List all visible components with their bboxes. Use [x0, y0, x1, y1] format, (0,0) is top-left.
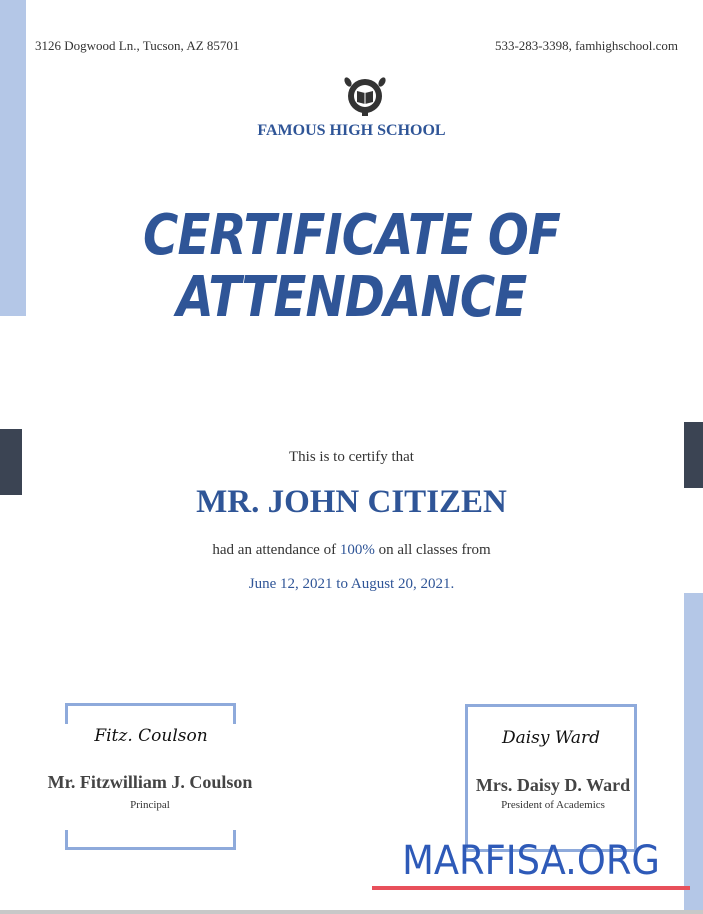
attendance-dates: June 12, 2021 to August 20, 2021.: [248, 576, 455, 592]
school-address: 3126 Dogwood Ln., Tucson, AZ 85701: [35, 38, 240, 53]
school-name: FAMOUS HIGH SCHOOL: [257, 122, 446, 139]
watermark: MARFISA.ORG: [402, 838, 660, 884]
decor-bar-left-top: [0, 0, 26, 316]
signatory-name-coulson: Mr. Fitzwilliam J. Coulson: [47, 772, 253, 792]
attendance-prefix: had an attendance of: [212, 542, 340, 558]
attendance-suffix: on all classes from: [374, 542, 491, 558]
laurel-book-icon: [342, 74, 388, 116]
title-line-2: ATTENDANCE: [176, 265, 527, 330]
attendance-text: [0, 542, 703, 559]
certificate-title: [49, 205, 654, 329]
title-line-1: CERTIFICATE OF: [142, 203, 561, 268]
signature-ward: Daisy Ward: [501, 728, 601, 748]
signatory-role-principal: Principal: [130, 799, 170, 811]
signature-coulson: Fitz. Coulson: [94, 726, 208, 746]
watermark-underline: [372, 886, 690, 890]
signatory-role-ward: President of Academics: [501, 799, 605, 811]
decor-bar-right-bottom: [684, 593, 703, 914]
intro-text: This is to certify that: [289, 449, 414, 465]
frame-top-left: [65, 703, 236, 724]
signatory-name-ward: Mrs. Daisy D. Ward: [475, 775, 631, 795]
school-contact: 533-283-3398, famhighschool.com: [494, 38, 678, 53]
attendance-percent: 100%: [339, 542, 375, 558]
frame-bottom-left: [65, 830, 236, 850]
page-edge: [0, 910, 703, 914]
recipient-name: MR. JOHN CITIZEN: [196, 484, 507, 520]
